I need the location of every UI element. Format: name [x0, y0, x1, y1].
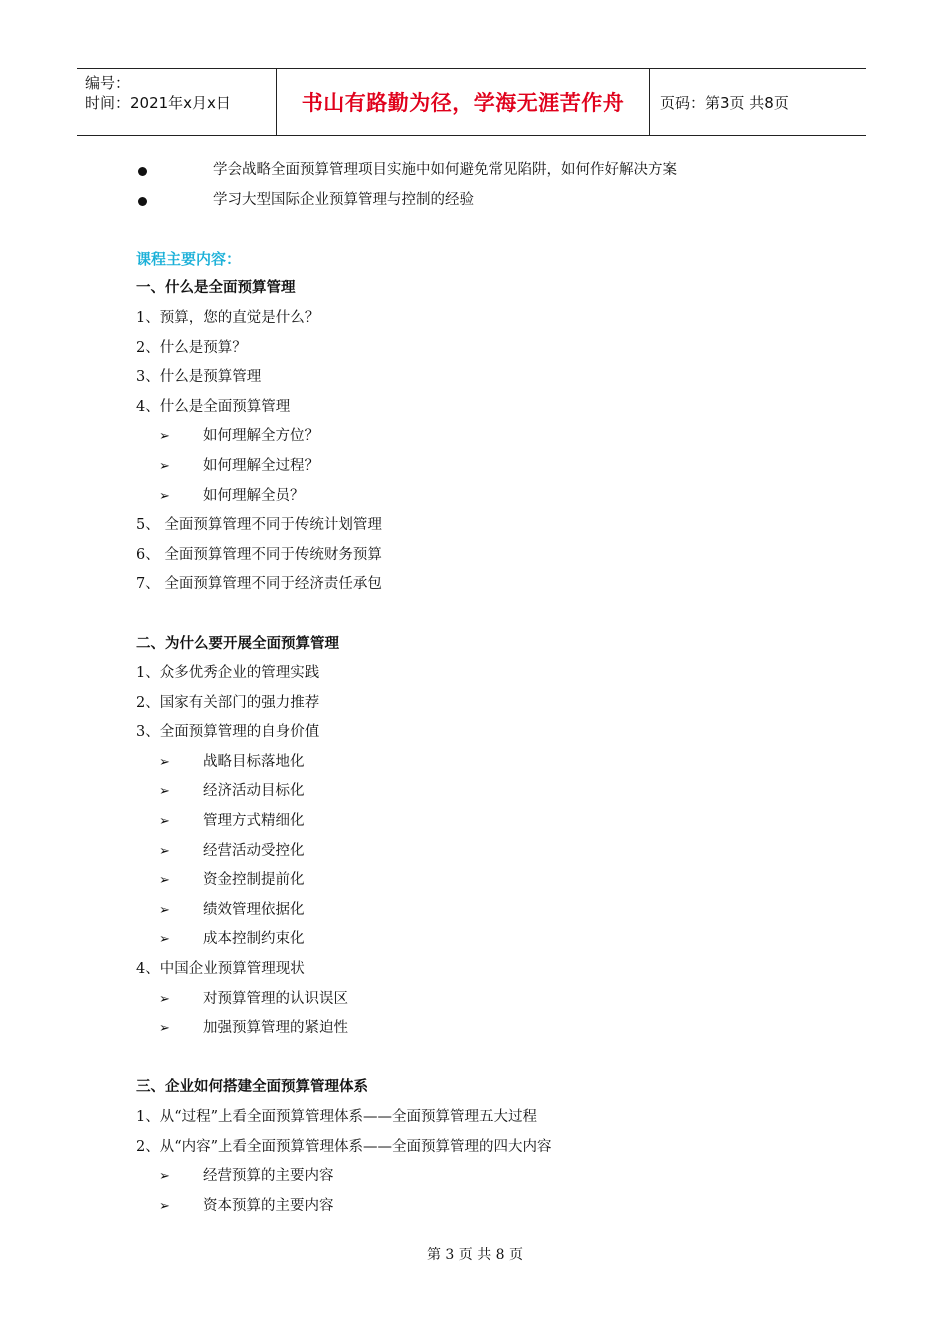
list-item: 2、什么是预算？ — [136, 339, 247, 356]
header-table — [77, 68, 866, 136]
list-item: 3、全面预算管理的自身价值 — [136, 724, 320, 741]
course-title: 课程主要内容： — [136, 249, 242, 268]
arrow-icon: ➢ — [159, 932, 170, 948]
header-info-cell — [77, 69, 277, 135]
sub-list-item: ➢ 经营预算的主要内容 — [136, 1162, 856, 1192]
arrow-icon: ➢ — [159, 1169, 170, 1185]
section-heading: 三、企业如何搭建全面预算管理体系 — [136, 1079, 368, 1096]
sub-list-item: ➢ 管理方式精细化 — [136, 807, 856, 837]
list-item: 1、预算，您的直觉是什么？ — [136, 309, 320, 326]
list-item: 4、什么是全面预算管理 — [136, 398, 291, 415]
list-item: 6、 全面预算管理不同于传统财务预算 — [136, 546, 382, 563]
list-item: 2、从“内容”上看全面预算管理体系——全面预算管理的四大内容 — [136, 1138, 552, 1155]
list-item: 1、众多优秀企业的管理实践 — [136, 665, 320, 682]
list-item: 2、国家有关部门的强力推荐 — [136, 694, 320, 711]
list-item: 1、从“过程”上看全面预算管理体系——全面预算管理五大过程 — [136, 1109, 538, 1125]
arrow-icon: ➢ — [159, 814, 170, 830]
arrow-icon: ➢ — [159, 429, 170, 445]
arrow-icon: ➢ — [159, 784, 170, 800]
sub-list-item: ➢ 经济活动目标化 — [136, 777, 856, 807]
bullet-icon — [138, 167, 147, 176]
list-item: 7、 全面预算管理不同于经济责任承包 — [136, 576, 382, 593]
section-heading: 二、为什么要开展全面预算管理 — [136, 635, 339, 652]
sub-list-item: ➢ 资金控制提前化 — [136, 866, 856, 896]
arrow-icon: ➢ — [159, 488, 170, 504]
sub-list-item: ➢ 对预算管理的认识误区 — [136, 985, 856, 1015]
document-body — [136, 156, 856, 1221]
header-motto: 书山有路勤为径，学海无涯苦作舟 — [277, 69, 650, 135]
arrow-icon: ➢ — [159, 1021, 170, 1037]
sub-list-item: ➢ 绩效管理依据化 — [136, 896, 856, 926]
sub-list-item: ➢ 如何理解全员？ — [136, 482, 856, 512]
arrow-icon: ➢ — [159, 458, 170, 474]
sub-list-item: ➢ 成本控制约束化 — [136, 925, 856, 955]
sub-list-item: ➢ 加强预算管理的紧迫性 — [136, 1014, 856, 1044]
section-heading: 一、什么是全面预算管理 — [136, 280, 296, 297]
page-footer: 第 3 页 共 8 页 — [426, 1247, 524, 1263]
arrow-icon: ➢ — [159, 902, 170, 918]
doc-number-label: 编号： — [85, 74, 131, 92]
list-item: 学习大型国际企业预算管理与控制的经验 — [136, 186, 856, 216]
list-item: 学会战略全面预算管理项目实施中如何避免常见陷阱，如何作好解决方案 — [136, 156, 856, 186]
arrow-icon: ➢ — [159, 991, 170, 1007]
arrow-icon: ➢ — [159, 754, 170, 770]
arrow-icon: ➢ — [159, 873, 170, 889]
list-item: 4、中国企业预算管理现状 — [136, 961, 305, 978]
sub-list-item: ➢ 如何理解全方位？ — [136, 422, 856, 452]
sub-list-item: ➢ 资本预算的主要内容 — [136, 1192, 856, 1222]
arrow-icon: ➢ — [159, 843, 170, 859]
sub-list-item: ➢ 经营活动受控化 — [136, 837, 856, 867]
doc-time-label: 时间：2021年x月x日 — [85, 94, 231, 112]
sub-list-item: ➢ 战略目标落地化 — [136, 748, 856, 778]
sub-list-item: ➢ 如何理解全过程？ — [136, 452, 856, 482]
arrow-icon: ➢ — [159, 1198, 170, 1214]
list-item: 3、什么是预算管理 — [136, 369, 262, 386]
header-page-label: 页码：第3页 共8页 — [660, 93, 789, 112]
list-item: 5、 全面预算管理不同于传统计划管理 — [136, 517, 382, 534]
bullet-icon — [138, 197, 147, 206]
